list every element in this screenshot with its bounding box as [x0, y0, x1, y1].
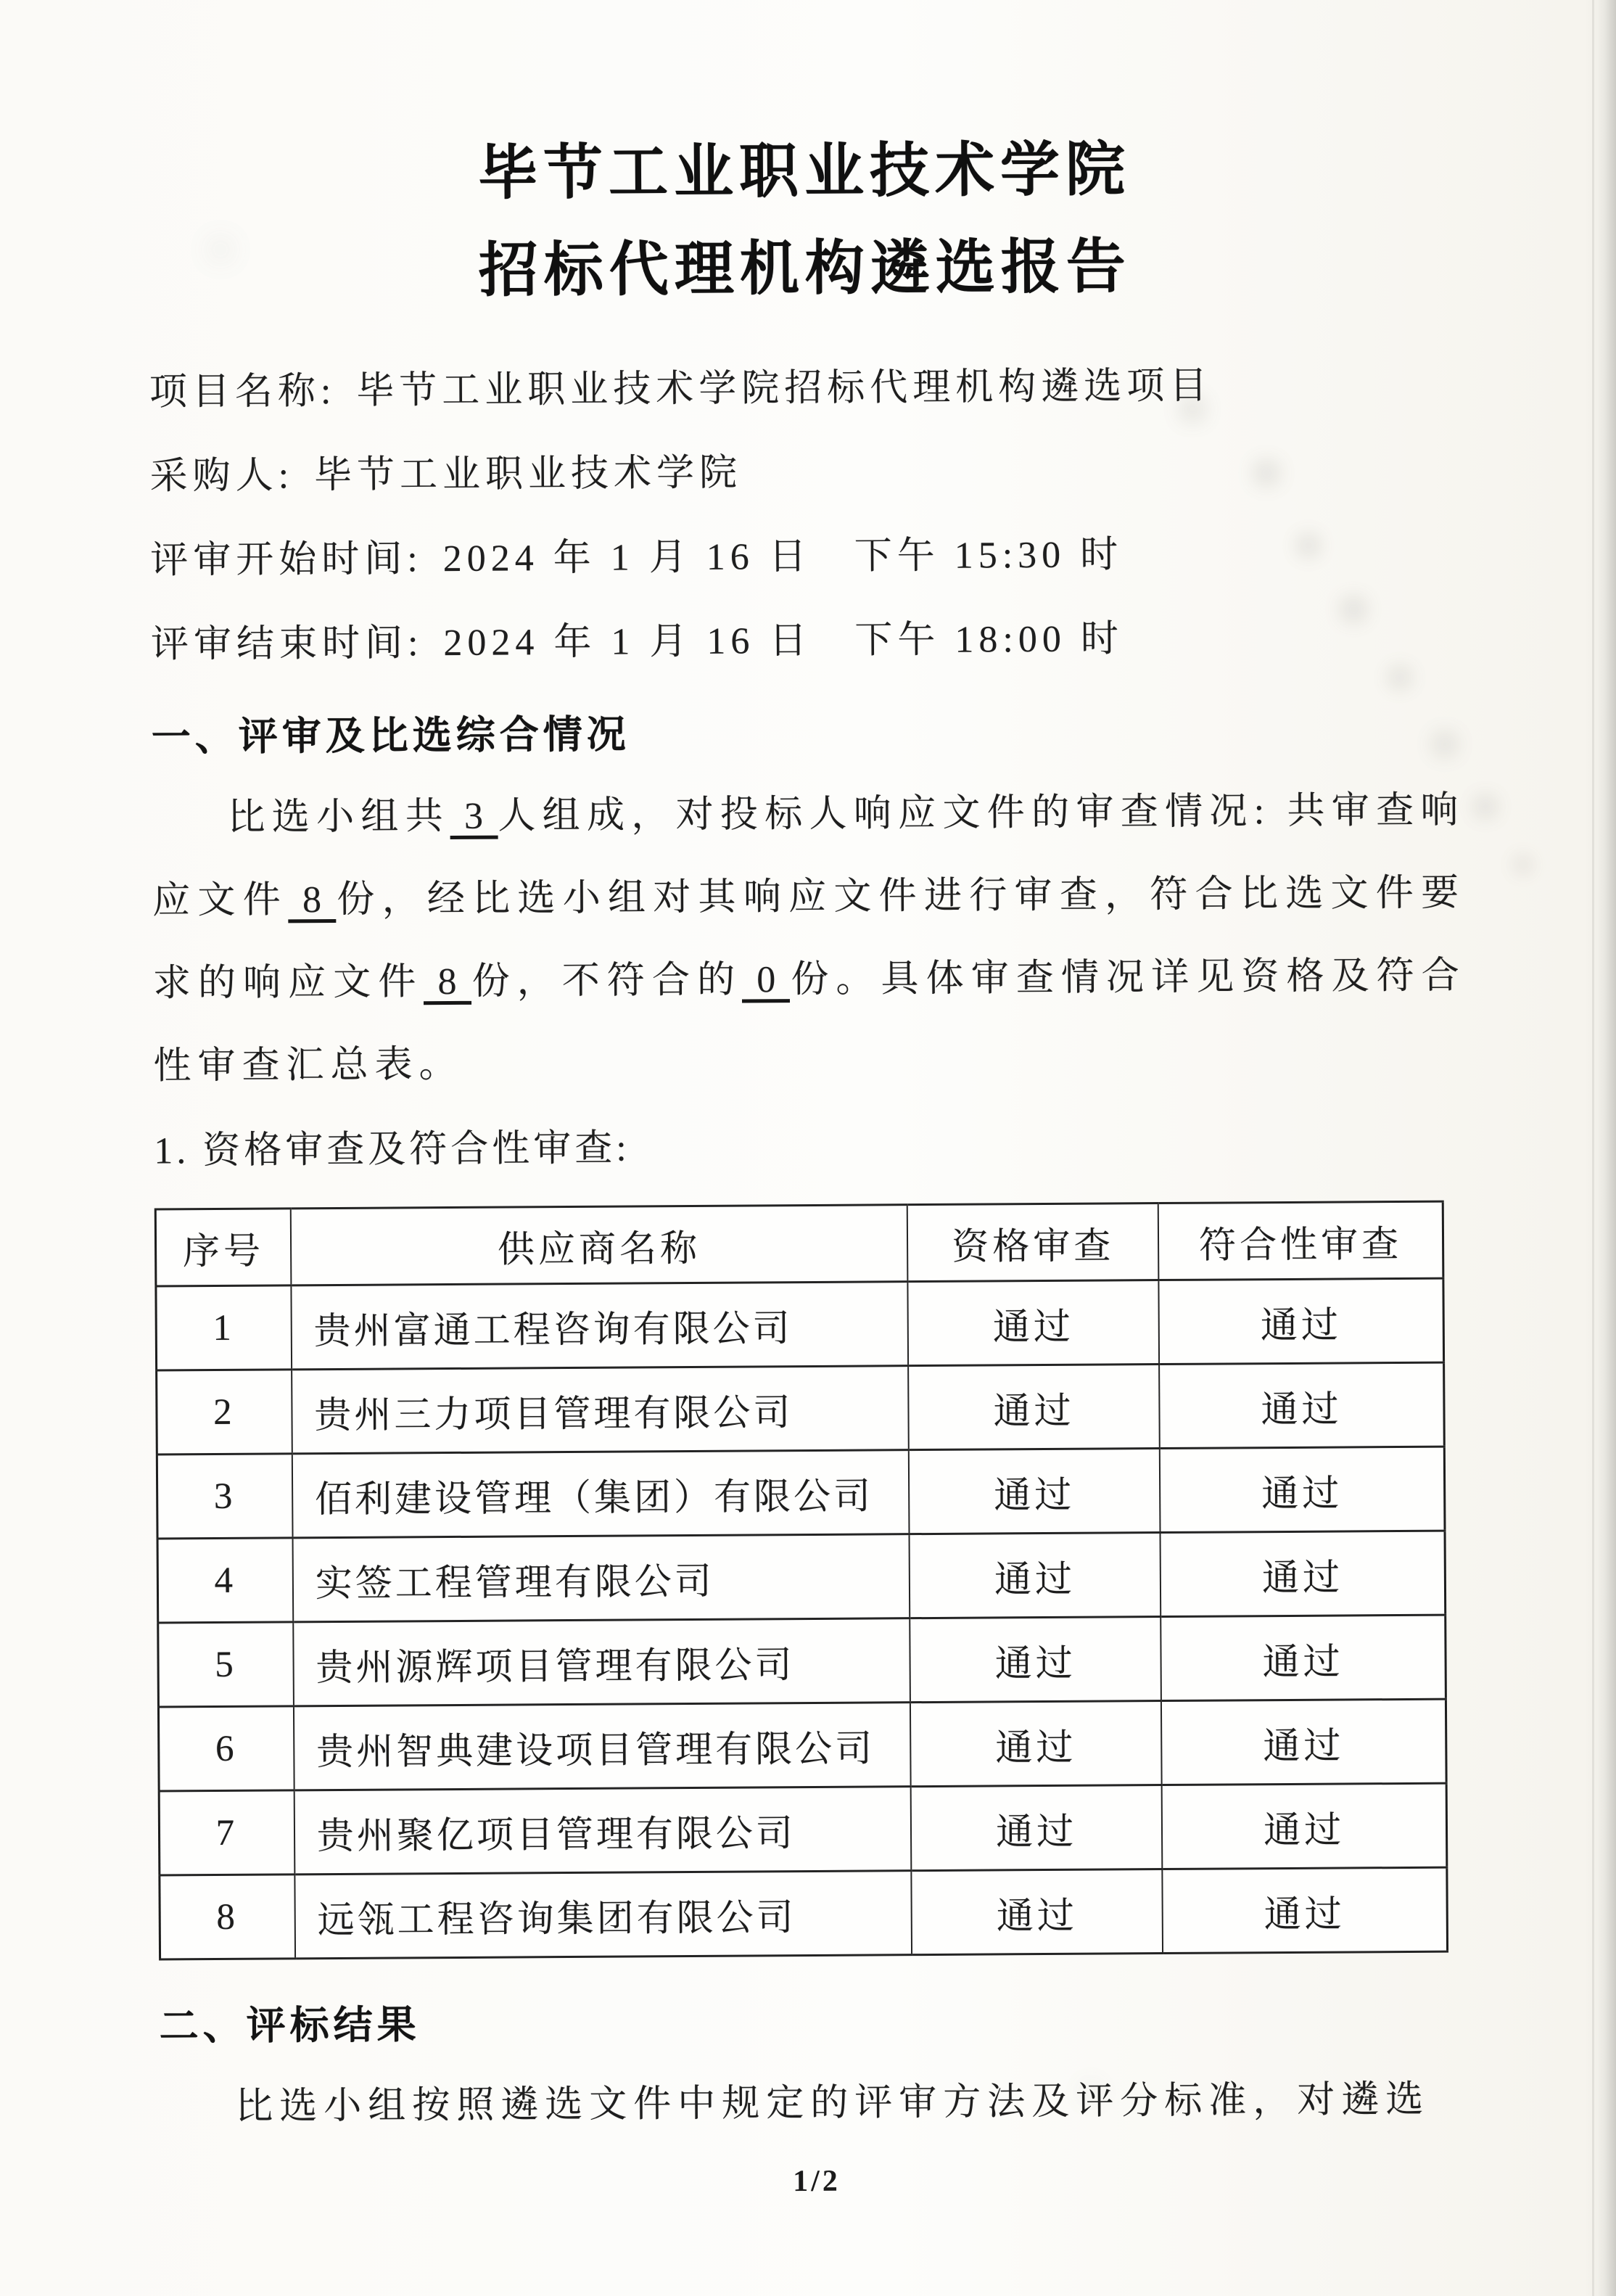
cell-qualification-review: 通过	[911, 1869, 1163, 1955]
info-line-review-start-time	[150, 511, 1464, 603]
header-qualification-review: 资格审查	[907, 1203, 1159, 1282]
cell-serial-number: 4	[157, 1538, 293, 1623]
cell-qualification-review: 通过	[910, 1533, 1161, 1618]
cell-serial-number: 1	[156, 1285, 292, 1370]
section2-paragraph: 比选小组按照遴选文件中规定的评审方法及评分标准，对遴选	[235, 2078, 1430, 2128]
cell-conformity-review: 通过	[1161, 1699, 1446, 1785]
cell-supplier-name: 佰利建设管理（集团）有限公司	[292, 1450, 910, 1538]
document-title-line1: 毕节工业职业技术学院	[477, 136, 1131, 207]
table-row	[156, 1278, 1444, 1370]
cell-qualification-review: 通过	[908, 1365, 1160, 1450]
cell-qualification-review: 通过	[911, 1785, 1163, 1871]
table-row	[159, 1783, 1447, 1875]
cell-qualification-review: 通过	[910, 1617, 1161, 1703]
page-number: 1/2	[792, 2164, 841, 2199]
info-label: 项目名称:	[149, 370, 337, 413]
cell-supplier-name: 实签工程管理有限公司	[292, 1534, 910, 1622]
info-value: 毕节工业职业技术学院招标代理机构遴选项目	[356, 365, 1213, 412]
info-label: 采购人:	[149, 455, 294, 498]
document-title-line2: 招标代理机构遴选报告	[478, 234, 1132, 304]
section1-paragraph	[152, 769, 1467, 1108]
header-conformity-review: 符合性审查	[1158, 1201, 1443, 1280]
cell-conformity-review: 通过	[1159, 1362, 1444, 1448]
info-value: 2024 年 1 月 16 日 下午 18:00 时	[443, 618, 1124, 664]
paragraph-text-segment: 份。具体审查情况详见资格及符合性审查汇总表。	[153, 955, 1466, 1087]
cell-qualification-review: 通过	[909, 1449, 1161, 1534]
info-block	[149, 342, 1464, 687]
cell-supplier-name: 贵州富通工程咨询有限公司	[291, 1282, 908, 1370]
cell-serial-number: 7	[159, 1790, 294, 1875]
header-serial-number: 序号	[155, 1209, 291, 1286]
cell-serial-number: 5	[158, 1622, 294, 1707]
cell-serial-number: 8	[160, 1875, 295, 1959]
info-value: 2024 年 1 月 16 日 下午 15:30 时	[442, 534, 1124, 580]
cell-serial-number: 6	[158, 1706, 294, 1791]
table-row	[157, 1362, 1445, 1454]
paragraph-text-segment: 份，不符合的	[471, 959, 743, 1003]
table-row	[160, 1867, 1448, 1959]
info-line-project-name	[149, 342, 1463, 435]
cell-conformity-review: 通过	[1161, 1531, 1446, 1616]
cell-supplier-name: 远瓴工程咨询集团有限公司	[294, 1871, 912, 1959]
cell-qualification-review: 通过	[907, 1280, 1159, 1366]
underlined-blank-value: 3	[450, 798, 498, 839]
paragraph-text-segment: 比选小组共	[227, 796, 450, 839]
table-row	[158, 1699, 1446, 1791]
qualification-review-table	[154, 1201, 1448, 1961]
paragraph-text-segment: 份，经比选小组对其响应文件进行审查，符合比选文件要求的响应文件	[152, 872, 1466, 1005]
cell-serial-number: 2	[157, 1370, 292, 1454]
section1-subheading: 1. 资格审查及符合性审查:	[154, 1127, 630, 1172]
underlined-blank-value: 8	[288, 881, 336, 923]
section1-heading: 一、评审及比选综合情况	[151, 712, 630, 760]
underlined-blank-value: 8	[423, 963, 471, 1005]
table-row	[157, 1531, 1446, 1623]
paragraph-text-segment: 人组成，对投标人响应文件的审查情况: 共审查响应文件	[152, 789, 1465, 922]
info-value: 毕节工业职业技术学院	[313, 452, 743, 497]
cell-conformity-review: 通过	[1159, 1278, 1444, 1364]
info-line-review-end-time	[151, 595, 1464, 687]
table-header-row	[155, 1201, 1443, 1286]
table-row	[157, 1447, 1445, 1539]
header-supplier-name: 供应商名称	[291, 1205, 908, 1285]
section2-heading: 二、评标结果	[159, 2003, 421, 2049]
cell-conformity-review: 通过	[1163, 1867, 1448, 1953]
table-row	[158, 1615, 1446, 1707]
cell-qualification-review: 通过	[910, 1701, 1162, 1787]
cell-conformity-review: 通过	[1160, 1447, 1445, 1532]
cell-supplier-name: 贵州聚亿项目管理有限公司	[294, 1787, 912, 1875]
cell-conformity-review: 通过	[1162, 1783, 1447, 1869]
info-label: 评审开始时间:	[150, 538, 423, 582]
info-line-purchaser	[149, 427, 1463, 519]
info-label: 评审结束时间:	[150, 622, 424, 666]
cell-supplier-name: 贵州智典建设项目管理有限公司	[294, 1703, 911, 1790]
cell-conformity-review: 通过	[1161, 1615, 1446, 1700]
underlined-blank-value: 0	[742, 961, 790, 1003]
cell-supplier-name: 贵州三力项目管理有限公司	[292, 1366, 909, 1454]
cell-serial-number: 3	[157, 1454, 292, 1539]
cell-supplier-name: 贵州源辉项目管理有限公司	[293, 1618, 910, 1706]
